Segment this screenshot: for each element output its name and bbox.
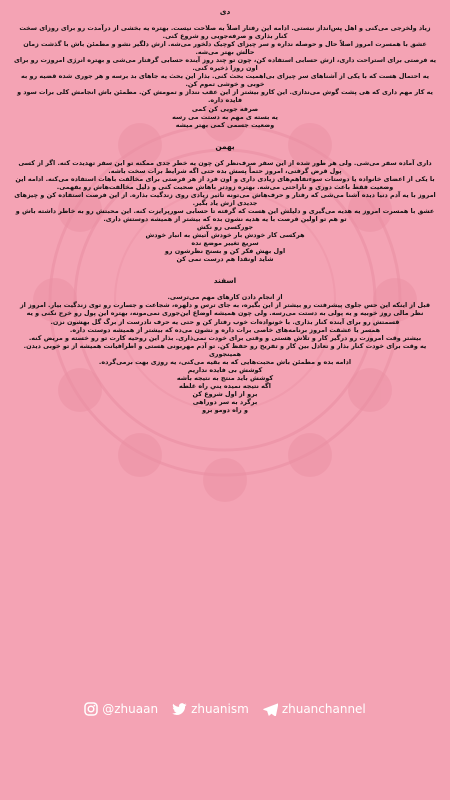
paragraph: با یکی از اعضای خانواده یا دوستات سوءتفاهم‌های زیادی داری و اون فرد از هر فرصتی برای مخالفت باهات استفاده می‌کنه. ادامه این وضعیت فقط باعث دوری و ناراحتی می‌شه. بهتره زودتر باهاش صحبت کنی و دلیل مخالفت‌هاش رو بفهمی. xyxy=(15,174,435,191)
poem-line: کوشش بی فایده نداریم xyxy=(187,365,263,374)
section-title-dey: دی xyxy=(219,7,231,16)
poem-line: هرکسی کار خودش بار خودش آتیش به انبار خودش xyxy=(145,231,305,240)
poem-line: برو از اول شروع کن xyxy=(192,389,258,398)
paragraph: یه وقت برای خودت کنار بذار و تعادل بین کار و تفریح رو حفظ کن. تو آدم مهربونی هستی و اطرافیانت همیشه از تو خوبی دیدن. xyxy=(23,341,427,350)
paragraph: عشق با همسرت امروز یه هدیه می‌گیری و دلیلش این هست که گرفته تا حسابی سورپرایزت کنه. این محبتش رو به خاطر داشته باش و تو هم تو اولین فرصت با یه هدیه نشون بده که بیشتر از همیشه دوستش داری. xyxy=(15,206,435,224)
section-title-esfand: اسفند xyxy=(213,276,237,286)
poem-line: سریع تغییر موضع نده xyxy=(191,239,259,248)
section-title-bahman: بهمن xyxy=(215,141,235,151)
instagram-link[interactable] xyxy=(84,702,158,716)
horoscope-text xyxy=(14,8,436,414)
poem-lines xyxy=(14,223,436,263)
paragraph: بیشتر وقت امروزت رو درگیر کار و تلاش هستی و وقتی برای خودت نمی‌ذاری. بذار این روحیه کارت تو رو خسته و مریض کنه. xyxy=(28,333,422,342)
poem-lines xyxy=(14,105,436,129)
instagram-icon xyxy=(84,702,98,716)
poem-line: و راه دومو برو xyxy=(202,406,248,415)
telegram-link[interactable] xyxy=(263,702,366,716)
paragraph: یه فرصتی برای استراحت داری، ازش حسابی استفاده کن، چون تو چند روز آینده حسابی گرفتار می‌شی و بهتره انرژی امروزت رو برای اون روزا ذخیره کنی. xyxy=(13,56,436,73)
poem-line: ادامه بده و مطمئن باش محبت‌هایی که به بقیه می‌کنی، یه روزی بهت برمی‌گرده. xyxy=(98,357,352,366)
twitter-icon xyxy=(172,703,187,716)
paragraph: یه احتمال هست که با یکی از آشناهای سر چیزای بی‌اهمیت بحث کنی. بذار این بحث یه جاهای بد برسه و هر جوری شده قضیه رو به خوبی و خوشی تموم کن. xyxy=(21,72,429,89)
poem-lines xyxy=(14,350,436,414)
paragraph: یه کار مهم داری که هی پشت گوش می‌ندازی. این کارو بیشتر از این عقب ننداز و تمومش کن. مطمئن باش انجامش کلی برات سود و فایده داره. xyxy=(17,88,433,105)
social-footer xyxy=(0,702,450,716)
poem-line: جورکسی رو نکش xyxy=(196,223,254,232)
poem-line: اگه نتیجه نمیده یني راه غلطه xyxy=(179,381,271,390)
paragraph: از انجام دادن کارهای مهم می‌ترسی. xyxy=(167,293,283,302)
poem-line: وضعیت جسمی کمی بهتر میشه xyxy=(175,120,275,129)
poem-line: همینجوری xyxy=(208,349,242,358)
paragraph: زیاد ولخرجی می‌کنی و اهل پس‌انداز نیستی. ادامه این رفتار اصلاً به صلاحت نیست. بهتره یه بخشی از درآمدت رو برای روزای سخت کنار بذاری و صرفه‌جویی رو شروع کنی. xyxy=(19,24,431,41)
poem-line: کوشش باید منتج به نتیجه باشه xyxy=(176,373,274,382)
twitter-link[interactable] xyxy=(172,702,249,716)
poem-line: یه بسته ی مهم به دستت می رسه xyxy=(172,112,278,121)
paragraph: امروز با یه آدم دنیا دیده آشنا می‌شی که رفتار و حرف‌هاش می‌تونه تاثیر زیادی روی زندگیت بذاره. از این فرصت استفاده کن و چیزهای جدیدی ازش یاد بگیر. xyxy=(14,190,436,207)
paragraph: قبل از اینکه این حس جلوی پیشرفتت رو بیشتر از این بگیره، به جای ترس و دلهره، شجاعت و جسارت رو توی زندگیت بیار. امروز از نظر مالی روز خوبیه و یه پولی به دستت می‌رسه. ولی چون همیشه اوضاع این‌جوری نمی‌مونه، بهتره این پول رو خرج نکنی و یه قسمتش رو برای آینده کنار بذاری. با خونواده‌ات خوب رفتار کن و حتی یه حرف نادرست از برگ گل بهشون نزن. xyxy=(19,301,431,326)
poem-line: صرفه جویی کن کمی xyxy=(191,104,259,113)
poem-line: برگرد به سر دوراهی xyxy=(192,397,258,406)
poem-line: شاید اونقدا هم درست نمی کن xyxy=(176,255,274,264)
paragraph: همسر یا عشقت امروز برنامه‌های خاصی برات داره و نشون می‌ده که بیشتر از همیشه دوستت داره. xyxy=(69,325,381,334)
paragraph: عشق با همسرت امروز اصلاً حال و حوصله نداره و سر چیزای کوچیک دلخور می‌شه. ازش دلگیر نشو و مطمئن باش با گذشت زمان حالش بهتر می‌شه. xyxy=(23,40,427,57)
instagram-handle: @zhuaan xyxy=(102,702,159,716)
poem-line: اول بهش فکر کن و بسنج نظرشون رو xyxy=(164,247,286,256)
paragraph: داری آماده سفر می‌شی. ولی هر طور شده از این سفر صرف‌نظر کن چون یه خطر جدی ممکنه تو این سفر تهدیدت کنه. اگر از کسی پول قرض گرفتی، امروز حتماً پسش بده حتی اگه شرایط برات سخت باشه. xyxy=(18,158,432,175)
telegram-handle: zhuanchannel xyxy=(281,702,366,716)
twitter-handle: zhuanism xyxy=(191,702,249,716)
telegram-icon xyxy=(263,703,278,716)
